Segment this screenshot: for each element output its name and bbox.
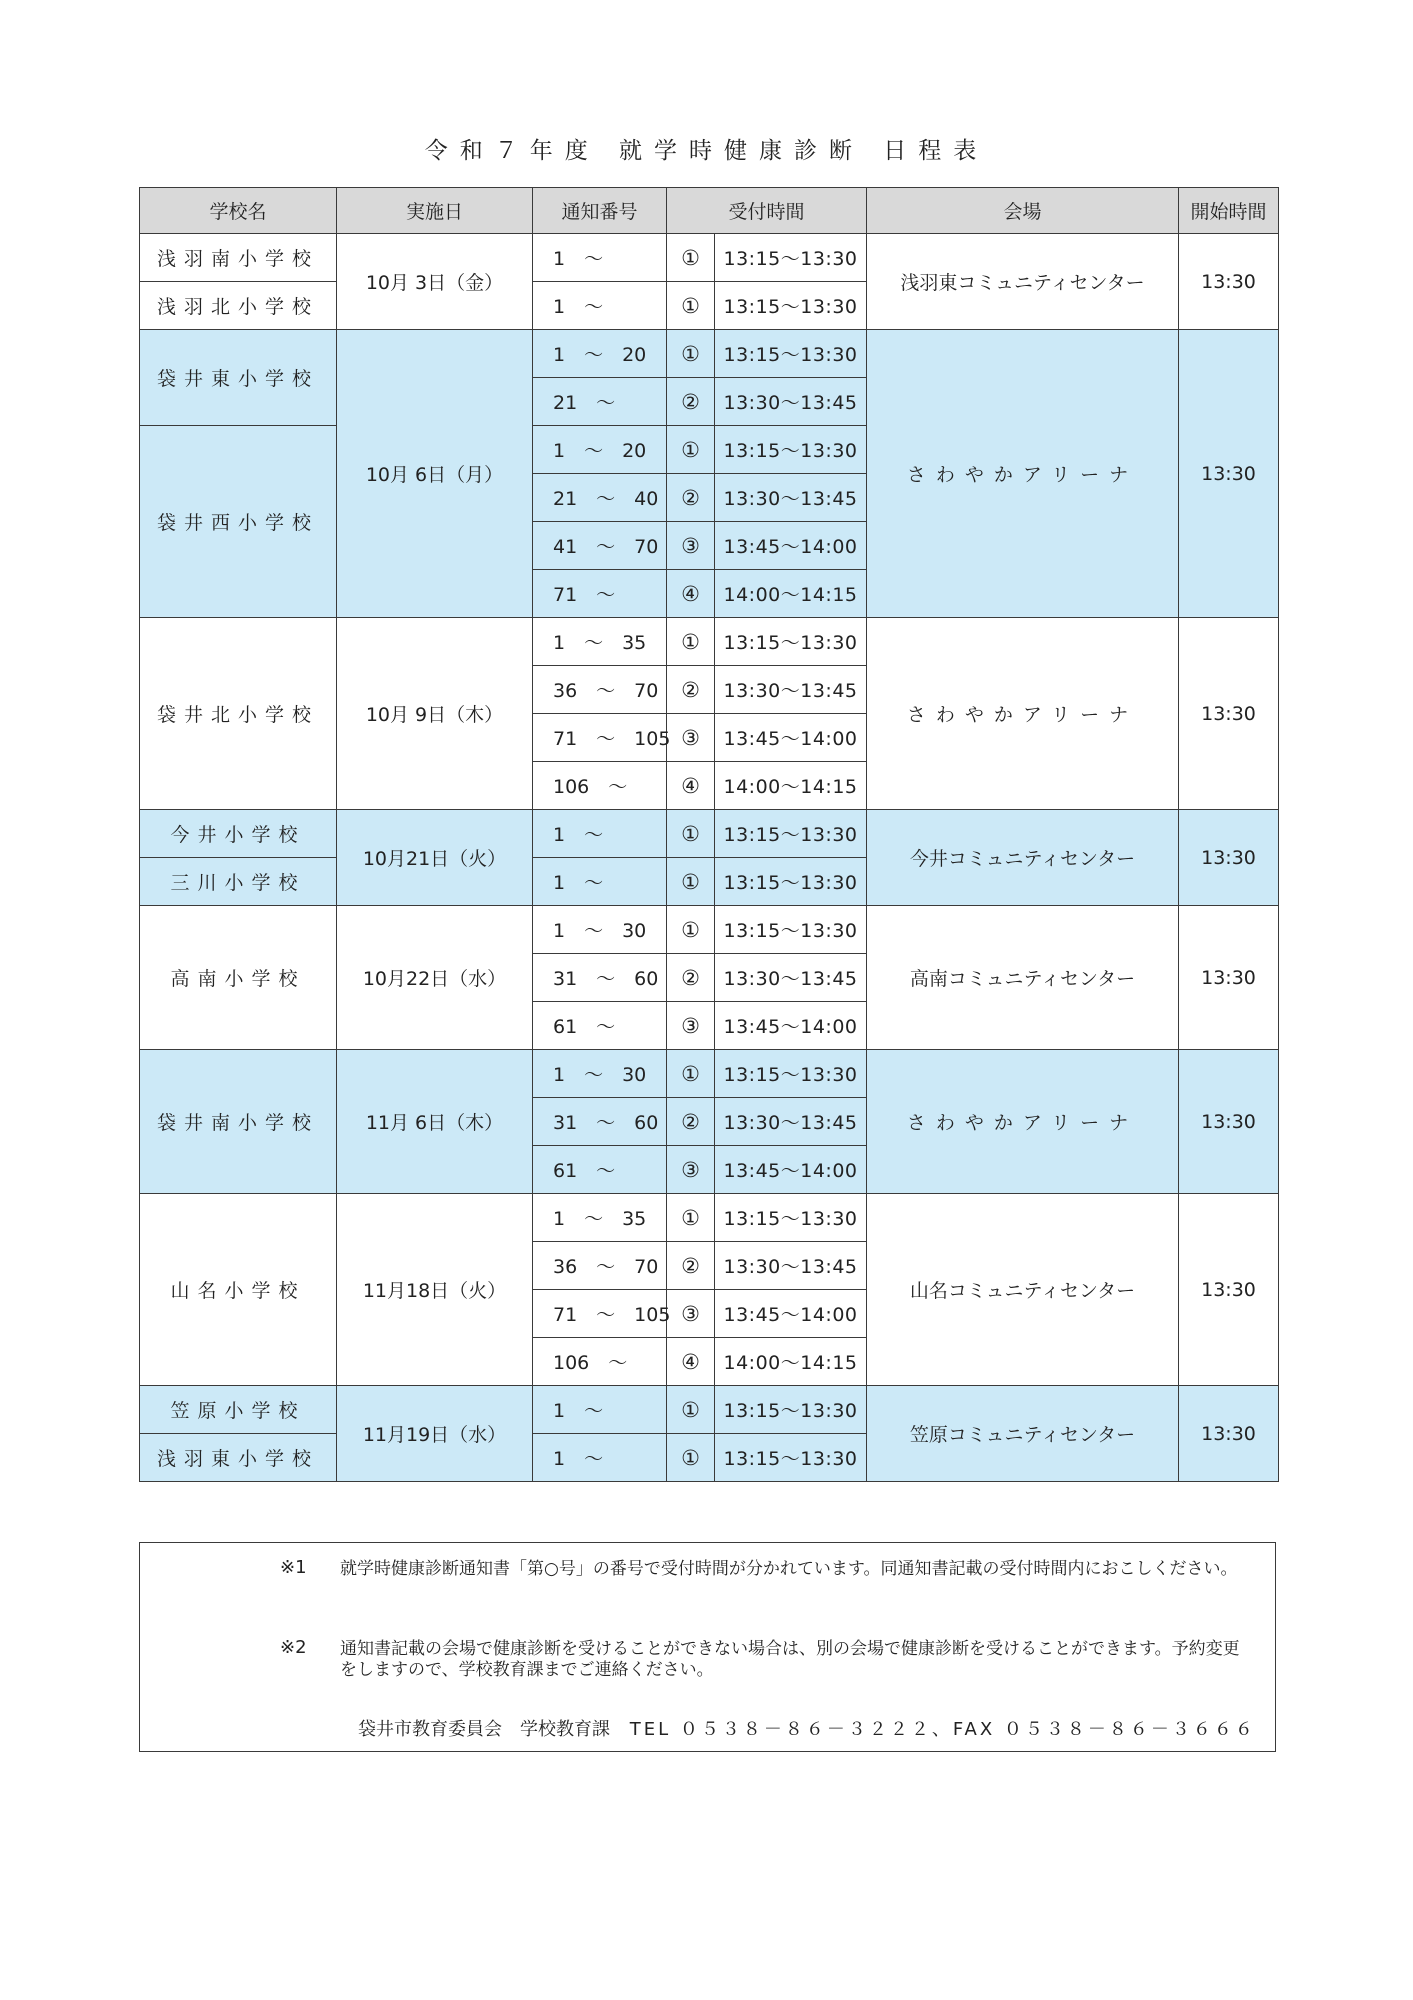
number-cell: 31 ～ 60 [533,954,667,1002]
time-cell: 13:30～13:45 [715,474,867,522]
slot-cell: ③ [667,1146,715,1194]
time-cell: 13:45～14:00 [715,522,867,570]
table-header-row [140,188,1279,234]
school-cell: 袋井北小学校 [140,618,337,810]
number-cell: 1 ～ [533,1434,667,1482]
slot-cell: ② [667,666,715,714]
school-cell: 笠原小学校 [140,1386,337,1434]
time-cell: 14:00～14:15 [715,1338,867,1386]
number-cell: 21 ～ 40 [533,474,667,522]
header-reception: 受付時間 [667,188,867,234]
slot-cell: ① [667,1194,715,1242]
school-cell: 浅羽東小学校 [140,1434,337,1482]
start-cell: 13:30 [1179,1194,1279,1386]
date-cell: 11月 6日（木） [337,1050,533,1194]
time-cell: 13:45～14:00 [715,1146,867,1194]
date-cell: 11月19日（水） [337,1386,533,1482]
slot-cell: ① [667,906,715,954]
start-cell: 13:30 [1179,330,1279,618]
number-cell: 41 ～ 70 [533,522,667,570]
slot-cell: ③ [667,714,715,762]
number-cell: 31 ～ 60 [533,1098,667,1146]
school-cell: 浅羽南小学校 [140,234,337,282]
slot-cell: ① [667,810,715,858]
date-cell: 11月18日（火） [337,1194,533,1386]
slot-cell: ② [667,1242,715,1290]
number-cell: 1 ～ [533,858,667,906]
page-title: 令和７年度 就学時健康診断 日程表 [424,138,989,164]
number-cell: 1 ～ [533,282,667,330]
time-cell: 13:15～13:30 [715,810,867,858]
school-cell: 山名小学校 [140,1194,337,1386]
table-row [140,906,1279,954]
venue-cell: 高南コミュニティセンター [867,906,1179,1050]
school-cell: 浅羽北小学校 [140,282,337,330]
header-number: 通知番号 [533,188,667,234]
slot-cell: ① [667,234,715,282]
venue-cell: さわやかアリーナ [867,1050,1179,1194]
venue-cell: さわやかアリーナ [867,330,1179,618]
time-cell: 13:30～13:45 [715,378,867,426]
slot-cell: ① [667,1050,715,1098]
slot-cell: ① [667,858,715,906]
slot-cell: ② [667,1098,715,1146]
number-cell: 1 ～ [533,1386,667,1434]
date-cell: 10月22日（水） [337,906,533,1050]
table-row [140,618,1279,666]
slot-cell: ① [667,282,715,330]
time-cell: 13:30～13:45 [715,666,867,714]
time-cell: 13:15～13:30 [715,234,867,282]
time-cell: 13:15～13:30 [715,1434,867,1482]
schedule-table [139,187,1279,1482]
slot-cell: ② [667,378,715,426]
table-row [140,234,1279,282]
number-cell: 1 ～ 35 [533,618,667,666]
venue-cell: 笠原コミュニティセンター [867,1386,1179,1482]
date-cell: 10月 6日（月） [337,330,533,618]
slot-cell: ① [667,1434,715,1482]
date-cell: 10月 9日（木） [337,618,533,810]
slot-cell: ① [667,618,715,666]
time-cell: 13:15～13:30 [715,906,867,954]
school-cell: 袋井東小学校 [140,330,337,426]
slot-cell: ③ [667,1290,715,1338]
time-cell: 13:15～13:30 [715,1386,867,1434]
table-row [140,1194,1279,1242]
contact-line [358,1715,1256,1741]
slot-cell: ③ [667,1002,715,1050]
time-cell: 13:15～13:30 [715,1050,867,1098]
note-mark: ※1 [280,1557,307,1578]
slot-cell: ② [667,474,715,522]
time-cell: 13:15～13:30 [715,858,867,906]
number-cell: 1 ～ 20 [533,426,667,474]
time-cell: 13:30～13:45 [715,954,867,1002]
table-row [140,1050,1279,1098]
date-cell: 10月21日（火） [337,810,533,906]
venue-cell: 浅羽東コミュニティセンター [867,234,1179,330]
slot-cell: ① [667,426,715,474]
venue-cell: 今井コミュニティセンター [867,810,1179,906]
number-cell: 106 ～ [533,1338,667,1386]
table-row [140,330,1279,378]
school-cell: 三川小学校 [140,858,337,906]
number-cell: 71 ～ 105 [533,1290,667,1338]
time-cell: 13:15～13:30 [715,282,867,330]
number-cell: 1 ～ [533,810,667,858]
note-text: 通知書記載の会場で健康診断を受けることができない場合は、別の会場で健康診断を受けることができます。予約変更をしますので、学校教育課までご連絡ください。 [340,1639,1240,1680]
number-cell: 1 ～ 35 [533,1194,667,1242]
slot-cell: ④ [667,762,715,810]
number-cell: 36 ～ 70 [533,1242,667,1290]
slot-cell: ① [667,1386,715,1434]
time-cell: 13:30～13:45 [715,1098,867,1146]
slot-cell: ② [667,954,715,1002]
header-start: 開始時間 [1179,188,1279,234]
number-cell: 1 ～ 20 [533,330,667,378]
time-cell: 13:45～14:00 [715,714,867,762]
number-cell: 1 ～ 30 [533,1050,667,1098]
slot-cell: ③ [667,522,715,570]
start-cell: 13:30 [1179,234,1279,330]
time-cell: 13:15～13:30 [715,426,867,474]
contact-tel: TEL ０５３８－８６－３２２２、FAX ０５３８－８６－３６６６ [629,1719,1256,1740]
time-cell: 13:15～13:30 [715,330,867,378]
school-cell: 高南小学校 [140,906,337,1050]
slot-cell: ④ [667,570,715,618]
number-cell: 71 ～ [533,570,667,618]
time-cell: 14:00～14:15 [715,762,867,810]
time-cell: 13:15～13:30 [715,1194,867,1242]
number-cell: 61 ～ [533,1002,667,1050]
venue-cell: さわやかアリーナ [867,618,1179,810]
slot-cell: ① [667,330,715,378]
note-text: 就学時健康診断通知書「第○号」の番号で受付時間が分かれています。同通知書記載の受付時間内におこしください。 [340,1559,1238,1579]
venue-cell: 山名コミュニティセンター [867,1194,1179,1386]
number-cell: 61 ～ [533,1146,667,1194]
contact-org: 袋井市教育委員会 学校教育課 [358,1719,610,1740]
header-school: 学校名 [140,188,337,234]
header-date: 実施日 [337,188,533,234]
time-cell: 13:15～13:30 [715,618,867,666]
start-cell: 13:30 [1179,810,1279,906]
start-cell: 13:30 [1179,1050,1279,1194]
number-cell: 36 ～ 70 [533,666,667,714]
time-cell: 13:30～13:45 [715,1242,867,1290]
header-venue: 会場 [867,188,1179,234]
notes-box [139,1542,1276,1752]
time-cell: 14:00～14:15 [715,570,867,618]
slot-cell: ④ [667,1338,715,1386]
time-cell: 13:45～14:00 [715,1002,867,1050]
number-cell: 1 ～ 30 [533,906,667,954]
school-cell: 今井小学校 [140,810,337,858]
date-cell: 10月 3日（金） [337,234,533,330]
number-cell: 106 ～ [533,762,667,810]
start-cell: 13:30 [1179,618,1279,810]
school-cell: 袋井西小学校 [140,426,337,618]
number-cell: 21 ～ [533,378,667,426]
start-cell: 13:30 [1179,1386,1279,1482]
number-cell: 71 ～ 105 [533,714,667,762]
time-cell: 13:45～14:00 [715,1290,867,1338]
note-mark: ※2 [280,1637,307,1658]
start-cell: 13:30 [1179,906,1279,1050]
number-cell: 1 ～ [533,234,667,282]
table-row [140,810,1279,858]
table-row [140,1386,1279,1434]
school-cell: 袋井南小学校 [140,1050,337,1194]
